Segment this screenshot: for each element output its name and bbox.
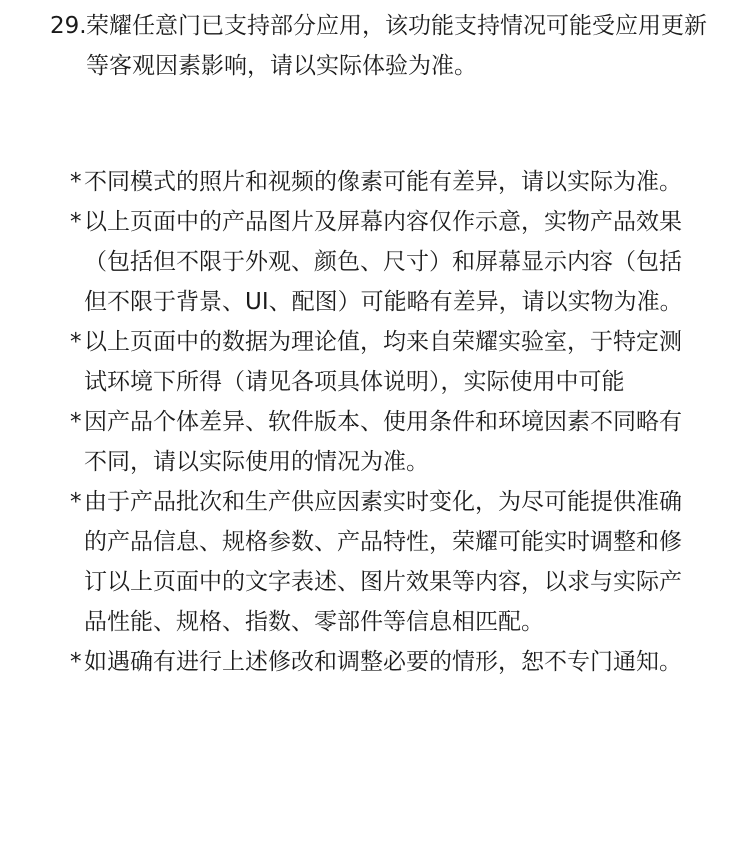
disclaimer-item <box>70 162 695 202</box>
note-text: 荣耀任意门已支持部分应用，该功能支持情况可能受应用更新等客观因素影响，请以实际体验为准。 <box>86 13 707 79</box>
disclaimer-item <box>70 322 695 402</box>
numbered-note <box>50 6 710 86</box>
disclaimer-item <box>70 202 695 322</box>
disclaimer-item <box>70 482 695 642</box>
disclaimer-text: 以上页面中的数据为理论值，均来自荣耀实验室，于特定测试环境下所得（请见各项具体说明），实际使用中可能 <box>84 329 682 395</box>
disclaimer-text: 由于产品批次和生产供应因素实时变化，为尽可能提供准确的产品信息、规格参数、产品特性，荣耀可能实时调整和修订以上页面中的文字表述、图片效果等内容，以求与实际产品性能、规格、指数、零部件等信息相匹配。 <box>84 489 682 635</box>
disclaimer-text: 不同模式的照片和视频的像素可能有差异，请以实际为准。 <box>84 169 682 195</box>
asterisk-marker: * <box>70 409 82 435</box>
disclaimer-list <box>70 162 695 682</box>
disclaimer-text: 因产品个体差异、软件版本、使用条件和环境因素不同略有不同，请以实际使用的情况为准。 <box>84 409 682 475</box>
disclaimer-item <box>70 402 695 482</box>
disclaimer-text: 以上页面中的产品图片及屏幕内容仅作示意，实物产品效果（包括但不限于外观、颜色、尺寸）和屏幕显示内容（包括但不限于背景、UI、配图）可能略有差异，请以实物为准。 <box>84 209 683 315</box>
asterisk-marker: * <box>70 169 82 195</box>
asterisk-marker: * <box>70 649 82 675</box>
disclaimer-item <box>70 642 695 682</box>
disclaimer-text: 如遇确有进行上述修改和调整必要的情形，恕不专门通知。 <box>84 649 682 675</box>
note-number: 29. <box>50 13 87 39</box>
asterisk-marker: * <box>70 329 82 355</box>
asterisk-marker: * <box>70 489 82 515</box>
asterisk-marker: * <box>70 209 82 235</box>
